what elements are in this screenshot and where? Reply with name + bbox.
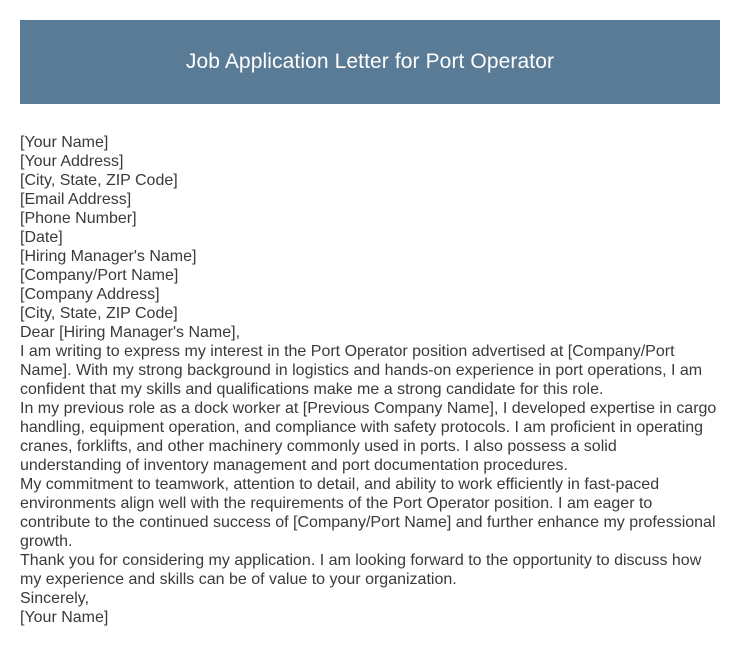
letter-header-banner <box>20 20 720 104</box>
recipient-name: [Hiring Manager's Name] <box>20 248 197 265</box>
recipient-address: [Company Address] <box>20 286 160 303</box>
sender-address: [Your Address] <box>20 153 124 170</box>
paragraph-commitment: My commitment to teamwork, attention to detail, and ability to work efficiently in fast-paced environments align well with the requirements of the Port Operator position. I am eager to contribute to the continued success of [Company/Port Name] and further enhance my professional growth. <box>20 476 716 550</box>
signature: [Your Name] <box>20 609 109 626</box>
closing: Sincerely, <box>20 590 90 607</box>
sender-email: [Email Address] <box>20 191 132 208</box>
paragraph-thanks: Thank you for considering my application. I am looking forward to the opportunity to discuss how my experience and skills can be of value to your organization. <box>20 552 702 588</box>
letter-date: [Date] <box>20 229 63 246</box>
recipient-company: [Company/Port Name] <box>20 267 179 284</box>
paragraph-intro: I am writing to express my interest in the Port Operator position advertised at [Company/Port Name]. With my strong background in logistics and hands-on experience in port operations, I am confident that my skills and qualifications make me a strong candidate for this role. <box>20 343 703 398</box>
sender-city-state-zip: [City, State, ZIP Code] <box>20 172 178 189</box>
sender-phone: [Phone Number] <box>20 210 137 227</box>
sender-name: [Your Name] <box>20 134 109 151</box>
recipient-city-state-zip: [City, State, ZIP Code] <box>20 305 178 322</box>
page-title: Job Application Letter for Port Operator <box>185 50 555 73</box>
paragraph-experience: In my previous role as a dock worker at [Previous Company Name], I developed expertise in cargo handling, equipment operation, and compliance with safety protocols. I am proficient in operating cranes, forklifts, and other machinery commonly used in ports. I also possess a solid understanding of inventory management and port documentation procedures. <box>20 400 717 474</box>
salutation: Dear [Hiring Manager's Name], <box>20 324 241 341</box>
letter-body <box>20 133 720 627</box>
